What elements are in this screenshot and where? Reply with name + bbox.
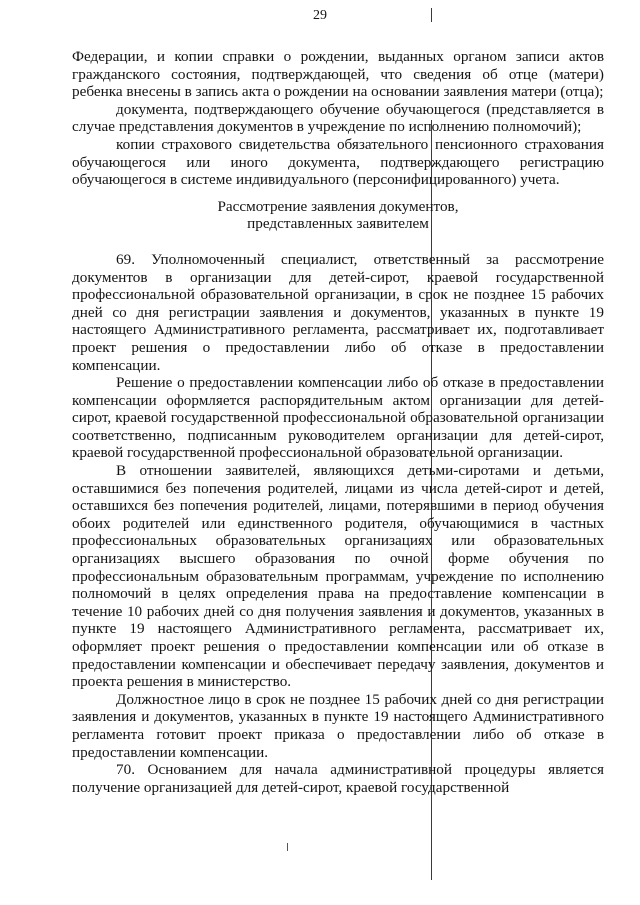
paragraph-70: 70. Основанием для начала административной процедуры является получение организацией для детей-сирот, краевой государственной: [72, 761, 604, 796]
paragraph-intro-3: копии страхового свидетельства обязательного пенсионного страхования обучающегося или иного документа, подтверждающего регистрацию обучающегося в системе индивидуального (персонифицированного) учета.: [72, 135, 604, 189]
paragraph-intro-1: Федерации, и копии справки о рождении, выданных органом записи актов гражданского состояния, подтверждающей, что сведения об отце (матери) ребенка внесены в запись акта о рождении на основании заявления матери (отца);: [72, 48, 604, 101]
paragraph-applicants: В отношении заявителей, являющихся детьми-сиротами и детьми, оставшимися без попечения родителей, лицами из числа детей-сирот и детей, оставшихся без попечения родителей, лицами, потерявшими в период обучения обоих родителей или единственного родителя, обучающимися в частных профессиональных образовательных организациях или образовательных организациях высшего образования по очной форме обучения по профессиональным образовательным программам, учреждение по исполнению полномочий в целях определения права на предоставление компенсации в течение 10 рабочих дней со дня получения заявления и документов, указанных в пункте 19 настоящего Административного регламента, рассматривает их, оформляет проект решения о предоставлении компенсации или об отказе в предоставлении компенсации и обеспечивает передачу заявления, документов и проекта решения в министерство.: [72, 462, 604, 691]
page-number: 29: [313, 8, 327, 23]
paragraph-intro-2: документа, подтверждающего обучение обучающегося (представляется в случае представления документов в учреждение по исполнению полномочий);: [72, 100, 604, 136]
section-heading-line-2: представленных заявителем: [247, 215, 429, 233]
paragraph-69: 69. Уполномоченный специалист, ответственный за рассмотрение документов в организации для детей-сирот, краевой государственной профессиональной образовательной организации, в срок не позднее 15 рабочих дней со дня регистрации заявления и документов, указанных в пункте 19 настоящего Административного регламента, рассматривает их, подготавливает проект решения о предоставлении либо об отказе в предоставлении компенсации.: [72, 250, 604, 374]
paragraph-decision: Решение о предоставлении компенсации либо об отказе в предоставлении компенсации оформляется распорядительным актом организации для детей-сирот, краевой государственной профессиональной образовательной организации соответственно, подписанным руководителем организации для детей-сирот, краевой государственной профессиональной образовательной организации.: [72, 374, 604, 462]
scan-mark: [287, 843, 288, 851]
scan-fold-line-top: [431, 8, 432, 22]
document-body: [72, 48, 604, 796]
section-heading-line-1: Рассмотрение заявления документов,: [217, 197, 459, 215]
paragraph-official: Должностное лицо в срок не позднее 15 рабочих дней со дня регистрации заявления и документов, указанных в пункте 19 настоящего Административного регламента готовит проект приказа о предоставлении либо об отказе в предоставлении компенсации.: [72, 690, 604, 761]
